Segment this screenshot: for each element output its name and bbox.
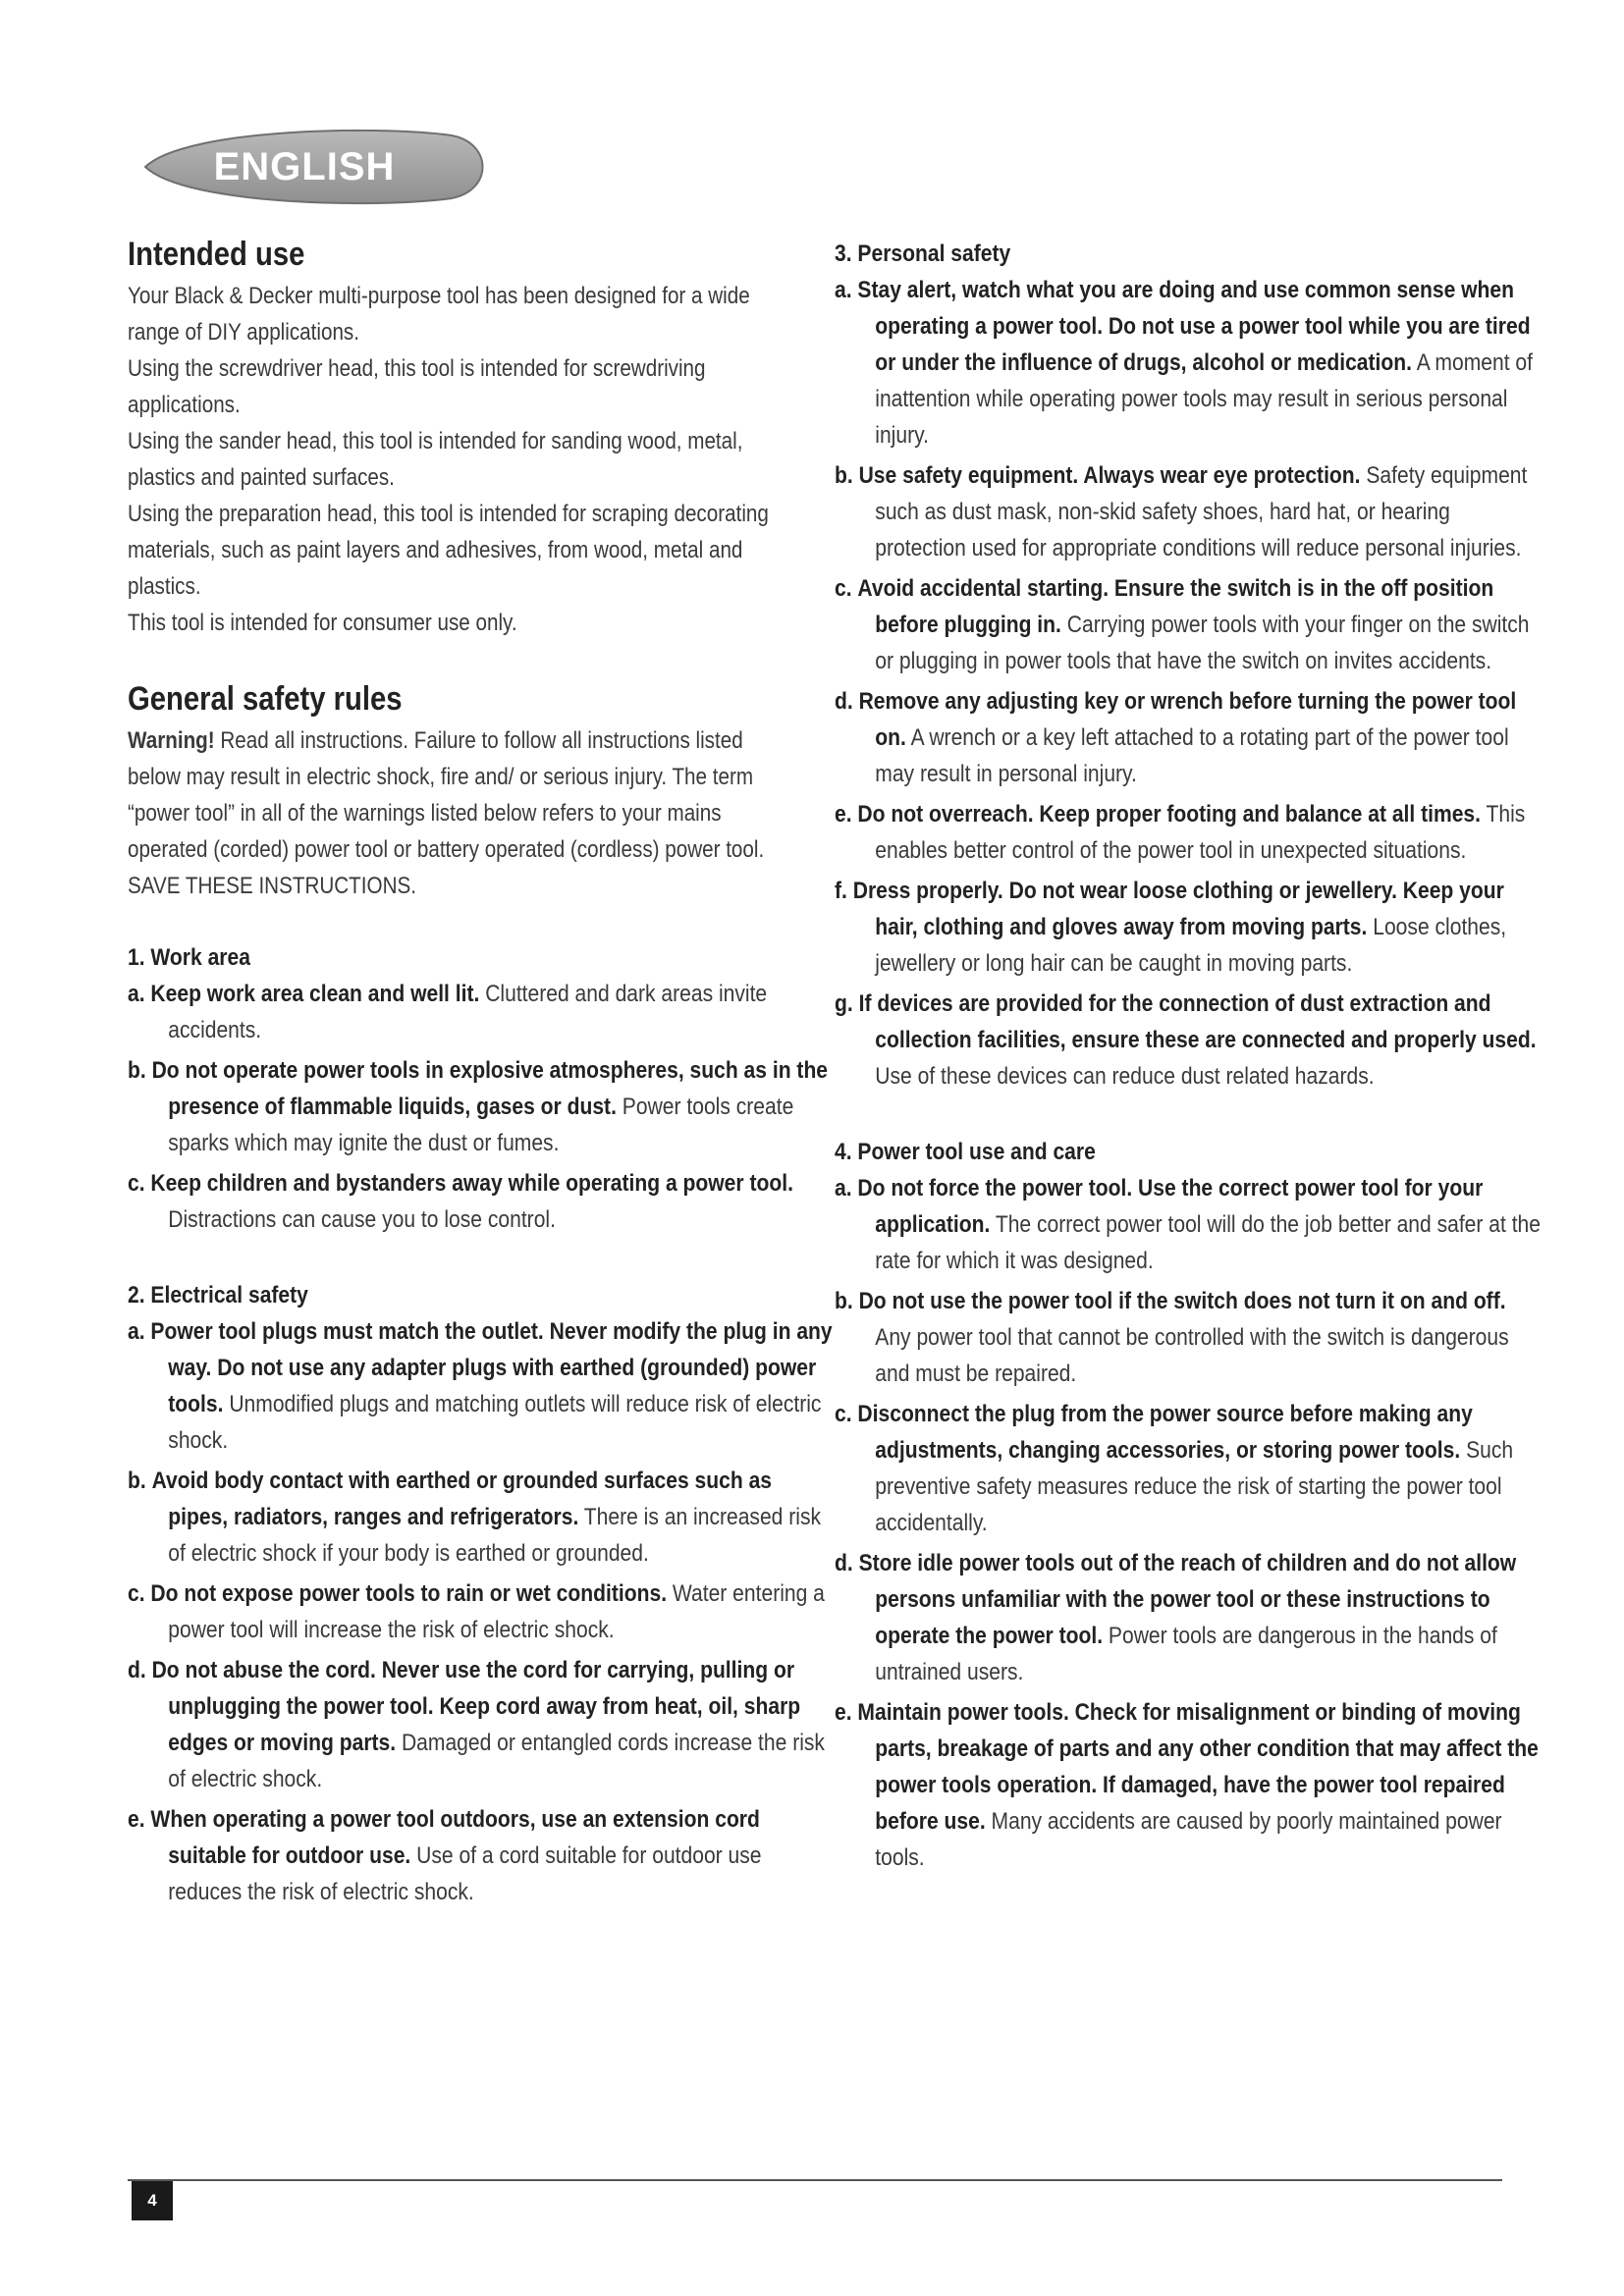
list-item: b. Do not use the power tool if the switch does not turn it on and off. Any power tool that cannot be controlled with the switch is dangerous and must be repaired. [835,1288,1509,1387]
general-safety-title: General safety rules [128,680,403,718]
list-item: f. Dress properly. Do not wear loose clothing or jewellery. Keep your hair, clothing and gloves away from moving parts. Loose clothes, jewellery or long hair can be caught in moving parts. [835,878,1507,977]
power-tool-use-list [835,1170,1542,1876]
save-instructions: SAVE THESE INSTRUCTIONS. [128,873,416,899]
electrical-safety-title: 2. Electrical safety [128,1282,308,1308]
right-column [835,236,1542,1880]
power-tool-use-title: 4. Power tool use and care [835,1139,1096,1165]
list-item: b. Do not operate power tools in explosive atmospheres, such as in the presence of flammable liquids, gases or dust. Power tools create sparks which may ignite the dust or fumes. [128,1057,829,1156]
list-item: d. Do not abuse the cord. Never use the cord for carrying, pulling or unplugging the power tool. Keep cord away from heat, oil, sharp edges or moving parts. Damaged or entangled cords increase the risk of electric shock. [128,1657,825,1792]
list-item: c. Keep children and bystanders away while operating a power tool. Distractions can cause you to lose control. [128,1170,793,1233]
list-item: b. Avoid body contact with earthed or grounded surfaces such as pipes, radiators, ranges and refrigerators. There is an increased risk of electric shock if your body is earthed or grounded. [128,1468,822,1567]
intended-use-paragraph: Using the preparation head, this tool is intended for scraping decorating materials, such as paint layers and adhesives, from wood, metal and plastics. [128,501,769,600]
list-item: c. Do not expose power tools to rain or wet conditions. Water entering a power tool will increase the risk of electric shock. [128,1580,825,1643]
work-area-title: 1. Work area [128,944,250,971]
personal-safety-list [835,272,1537,1095]
list-item: c. Avoid accidental starting. Ensure the switch is in the off position before plugging in. Carrying power tools with your finger on the switch or plugging in power tools that have the switch on invites accidents. [835,575,1530,674]
list-item: a. Do not force the power tool. Use the correct power tool for your application. The correct power tool will do the job better and safer at the rate for which it was designed. [835,1175,1542,1274]
list-item: c. Disconnect the plug from the power source before making any adjustments, changing accessories, or storing power tools. Such preventive safety measures reduce the risk of starting the power tool accidentally. [835,1401,1514,1536]
language-badge [128,126,493,208]
warning-label: Warning! [128,727,215,754]
general-safety-warning [128,722,793,868]
left-column [128,236,833,1914]
list-item: a. Stay alert, watch what you are doing and use common sense when operating a power tool. Do not use a power tool while you are tired or under the influence of drugs, alcohol or medication. A moment of inattention while operating power tools may result in serious personal injury. [835,277,1533,449]
list-item: d. Store idle power tools out of the reach of children and do not allow persons unfamiliar with the power tool or these instructions to operate the power tool. Power tools are dangerous in the hands of untrained users. [835,1550,1517,1685]
page-number: 4 [132,2181,173,2220]
list-item: e. When operating a power tool outdoors, use an extension cord suitable for outdoor use. Use of a cord suitable for outdoor use reduces the risk of electric shock. [128,1806,762,1905]
work-area-list [128,976,829,1238]
list-item: d. Remove any adjusting key or wrench before turning the power tool on. A wrench or a key left attached to a rotating part of the power tool may result in personal injury. [835,688,1517,787]
intended-use-paragraph: Using the sander head, this tool is intended for sanding wood, metal, plastics and painted surfaces. [128,428,743,491]
list-item: e. Maintain power tools. Check for misalignment or binding of moving parts, breakage of parts and any other condition that may affect the power tools operation. If damaged, have the power tool repaired before use. Many accidents are caused by poorly maintained power tools. [835,1699,1539,1871]
list-item: g. If devices are provided for the connection of dust extraction and collection facilities, ensure these are connected and properly used. Use of these devices can reduce dust related hazards. [835,990,1537,1090]
list-item: e. Do not overreach. Keep proper footing and balance at all times. This enables better control of the power tool in unexpected situations. [835,801,1526,864]
intended-use-paragraph: This tool is intended for consumer use only. [128,610,517,636]
list-item: a. Power tool plugs must match the outlet. Never modify the plug in any way. Do not use any adapter plugs with earthed (grounded) power tools. Unmodified plugs and matching outlets will reduce risk of electric shock. [128,1318,833,1454]
personal-safety-title: 3. Personal safety [835,240,1011,267]
electrical-safety-list [128,1313,833,1910]
warning-text: Read all instructions. Failure to follow all instructions listed below may result in electric shock, fire and/ or serious injury. The term “power tool” in all of the warnings listed below refers to your mains operated (corded) power tool or battery operated (cordless) power tool. [128,727,765,863]
intended-use-paragraph: Using the screwdriver head, this tool is intended for screwdriving applications. [128,355,706,418]
intended-use-title: Intended use [128,236,305,273]
intended-use-paragraph: Your Black & Decker multi-purpose tool has been designed for a wide range of DIY applications. [128,283,750,346]
intended-use-body [128,278,795,641]
language-label: ENGLISH [213,144,396,188]
list-item: b. Use safety equipment. Always wear eye protection. Safety equipment such as dust mask, non-skid safety shoes, hard hat, or hearing protection used for appropriate conditions will reduce personal injuries. [835,462,1528,561]
list-item: a. Keep work area clean and well lit. Cluttered and dark areas invite accidents. [128,981,768,1043]
footer-rule [128,2179,1502,2181]
